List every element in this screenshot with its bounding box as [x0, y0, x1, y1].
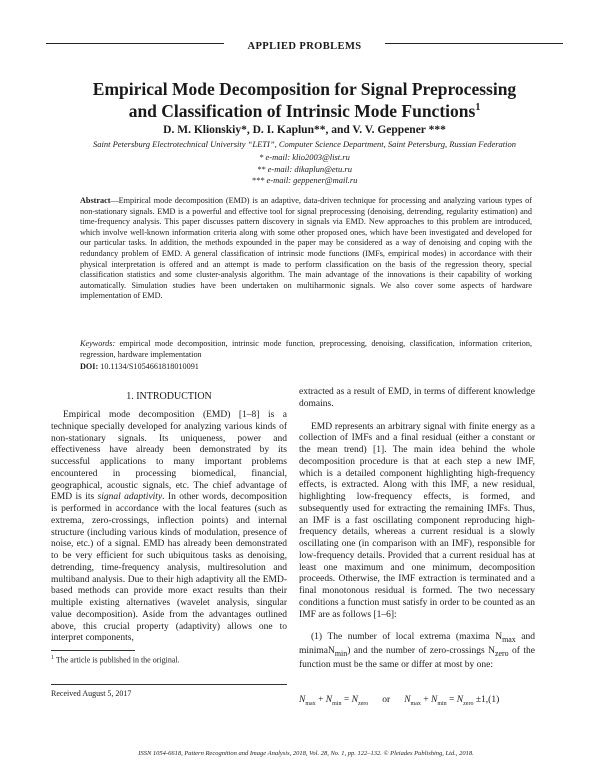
emd-paragraph: EMD represents an arbitrary signal with finite energy as a collection of IMFs and a final residual (either a constant or the mean trend) [1]. The main idea behind the whole decomposition procedure is that at each step a new IMF, which is a detailed component highlighting high-frequency effects, is extracted. Along with this IMF, a new residual, highlighting low-frequency effects, is formed, and subsequently used for extracting the remaining IMFs. Thus, an IMF is a fast oscillating component reproducing high-frequency details, whereas a current residual is a slowly oscillating one (in comparison with an IMF), responsible for low-frequency details. Provided that a current residual has at least one maximum and one minimum, decomposition proceeds. Otherwise, the IMF extraction is terminated and a final monotonous residual is formed. The two necessary conditions a function must satisfy in order to be counted as an IMF are as follows [1–6]: [299, 421, 535, 620]
equation-number: (1) [488, 695, 500, 705]
emails [46, 152, 563, 187]
right-column [299, 387, 535, 671]
header-rule-right [385, 43, 563, 44]
section-label [46, 36, 563, 50]
abstract [80, 196, 532, 302]
header-rule-left [46, 43, 224, 44]
received-rule [51, 684, 287, 685]
title-footnote-mark: 1 [475, 102, 481, 114]
keywords-lead: Keywords: [80, 339, 116, 348]
affiliation: Saint Petersburg Electrotechnical University “LETI”, Computer Science Department, Saint Petersburg, Russian Federation [92, 139, 517, 149]
section-heading-introduction: 1. INTRODUCTION [126, 391, 212, 402]
emphasis-signal-adaptivity: signal adaptivity [97, 492, 163, 503]
doi-text: 10.1134/S1054661818010091 [98, 362, 199, 371]
footnote: $^1$ The article is published in the original. [51, 655, 180, 665]
abstract-text: —Empirical mode decomposition (EMD) is an adaptive, data-driven technique for processing and analyzing various types of non-stationary signals. EMD is a powerful and effective tool for signal preprocessing (denoising, detrending, regularity estimation) and time-frequency analysis. This paper discusses pattern discovery in signals via EMD. New approaches to this problem are introduced, which involve well-known information criteria along with some other proposed ones, which have been investigated and developed for our particular tasks. In addition, the methods expounded in the paper may be considered as a way of denoising and coping with the redundancy problem of EMD. A general classification of intrinsic mode functions (IMFs, empirical modes) in accordance with their physical interpretation is offered and an attempt is made to perform classification on the basis of the regression theory, special classification statistics and some cluster-analysis algorithm. The main advantage of the innovations is their capability of working automatically. Simulation studies have been undertaken on multiharmonic signals. We also cover some aspects of hardware implementation of EMD. [80, 196, 532, 301]
keywords-text: empirical mode decomposition, intrinsic mode function, preprocessing, denoising, classification, information criterion, regression, hardware implementation [80, 339, 532, 359]
title-line-1: Empirical Mode Decomposition for Signal Preprocessing [92, 79, 517, 99]
equation-1: $N_{max} + N_{min} = N_{zero}$ or $N_{max} + N_{min} = N_{zero} \pm 1,(1)$ [299, 695, 500, 707]
condition-paragraph: (1) The number of local extrema (maxima $N_{max}$ and minimaN$_{min}$) and the number of zero-crossings $N_{zero}$ of the function must be the same or differ at most by one: [299, 632, 535, 670]
authors: D. M. Klionskiy*, D. I. Kaplun**, and V. V. Geppener *** [163, 124, 446, 136]
title-line-2: and Classification of Intrinsic Mode Functions$^1$ [128, 101, 481, 121]
doi-lead: DOI: [80, 362, 99, 371]
footnote-rule [51, 650, 135, 651]
email-2: ** e-mail: dikaplun@etu.ru [257, 163, 352, 174]
received-date: Received August 5, 2017 [51, 689, 132, 698]
email-1: * e-mail: klio2003@list.ru [259, 152, 350, 162]
doi [80, 362, 532, 371]
paper-title [46, 78, 563, 122]
page-footer: ISSN 1054-6618, Pattern Recognition and Image Analysis, 2018, Vol. 28, No. 1, pp. 122–132. © Pleiades Publishing, Ltd., 2018. [138, 750, 474, 757]
intro-paragraph: Empirical mode decomposition (EMD) [1–8] is a technique specially developed for analyzing various kinds of non-stationary signals. Its uniqueness, power and effectiveness have already been demonstrated by its successful applications to many important problems encountered in processing biomedical, financial, geographical, acoustic signals, etc. The chief advantage of EMD is its signal adaptivity. In other words, decomposition is performed in accordance with the local features (such as extrema, zero-crossings, inflection points) and internal structure (including various kinds of modulation, presence of noise, etc.) of a signal. EMD has already been demonstrated to be very efficient for such ubiquitous tasks as denoising, detrending, time-frequency analysis, multiresolution and multiband analysis. Due to their high adaptivity all the EMD-based methods can provide more exact results than their multiple existing alternatives (wavelet analysis, singular value decomposition). Aside from the advantages outlined above, this crucial property (adaptivity) allows one to interpret components, [51, 410, 287, 644]
keywords [80, 339, 532, 360]
continuation-paragraph: extracted as a result of EMD, in terms of different knowledge domains. [299, 387, 535, 409]
email-3: *** e-mail: geppener@mail.ru [251, 175, 358, 186]
abstract-lead: Abstract [80, 196, 111, 205]
left-column [51, 410, 287, 645]
section-label-text: APPLIED PROBLEMS [243, 41, 365, 52]
